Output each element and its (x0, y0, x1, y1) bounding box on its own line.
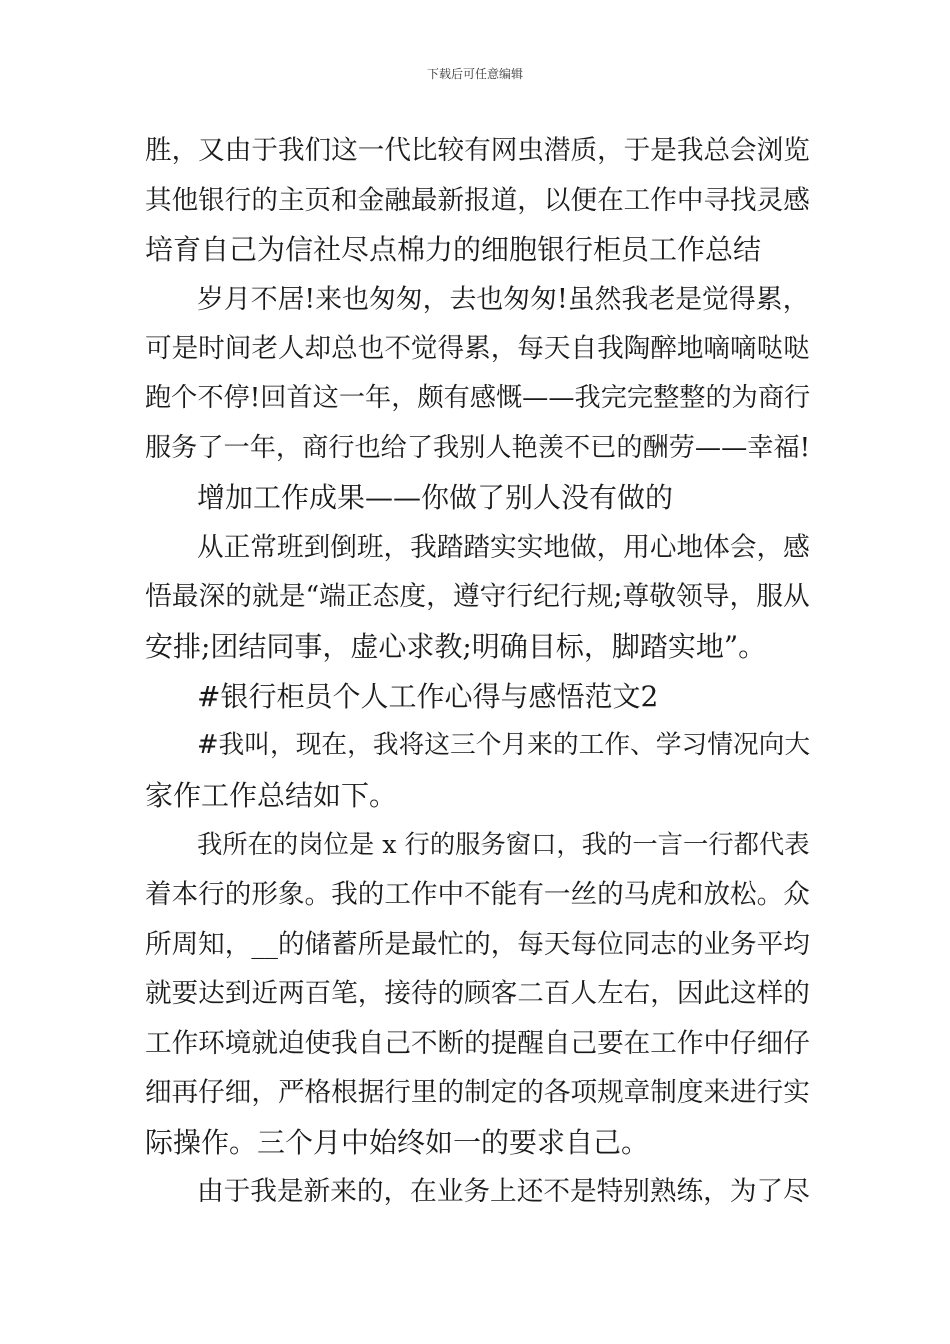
text-line: 跑个不停!回首这一年，颇有感慨——我完完整整的为商行 (145, 382, 811, 413)
text-line: 悟最深的就是“端正态度，遵守行纪行规;尊敬领导，服从 (145, 581, 810, 613)
text-line: 其他银行的主页和金融最新报道，以便在工作中寻找灵感 (145, 184, 810, 216)
text-line: #我叫，现在，我将这三个月来的工作、学习情况向大 (197, 730, 811, 761)
text-line: 我所在的岗位是 x 行的服务窗口，我的一言一行都代表 (197, 829, 810, 860)
text-line: 从正常班到倒班，我踏踏实实地做，用心地体会，感 (197, 531, 810, 563)
text-line: 增加工作成果——你做了别人没有做的 (197, 481, 674, 515)
text-line: 着本行的形象。我的工作中不能有一丝的马虎和放松。众 (145, 878, 810, 910)
text-line: 安排;团结同事，虚心求教;明确目标，脚踏实地”。 (145, 629, 767, 663)
text-line: #银行柜员个人工作心得与感悟范文2 (197, 679, 659, 713)
document-body (145, 126, 810, 1217)
text-line: 服务了一年，商行也给了我别人艳羡不已的酬劳——幸福! (145, 432, 811, 463)
text-line: 细再仔细，严格根据行里的制定的各项规章制度来进行实 (145, 1077, 810, 1109)
page-header: 下载后可任意编辑 (426, 67, 523, 81)
text-line: 际操作。三个月中始终如一的要求自己。 (145, 1125, 650, 1159)
text-line: 可是时间老人却总也不觉得累，每天自我陶醉地嘀嘀哒哒 (145, 333, 810, 365)
text-line: 工作环境就迫使我自己不断的提醒自己要在工作中仔细仔 (145, 1027, 810, 1059)
text-line: 岁月不居!来也匆匆，去也匆匆!虽然我老是觉得累， (197, 283, 810, 315)
text-line: 所周知，__的储蓄所是最忙的，每天每位同志的业务平均 (145, 928, 810, 960)
text-line: 胜，又由于我们这一代比较有网虫潜质，于是我总会浏览 (145, 135, 810, 166)
text-line: 培育自己为信社尽点棉力的细胞银行柜员工作总结 (145, 233, 762, 267)
text-line: 家作工作总结如下。 (145, 778, 398, 812)
text-line: 由于我是新来的，在业务上还不是特别熟练，为了尽 (197, 1176, 810, 1208)
text-line: 就要达到近两百笔，接待的顾客二百人左右，因此这样的 (145, 978, 810, 1010)
